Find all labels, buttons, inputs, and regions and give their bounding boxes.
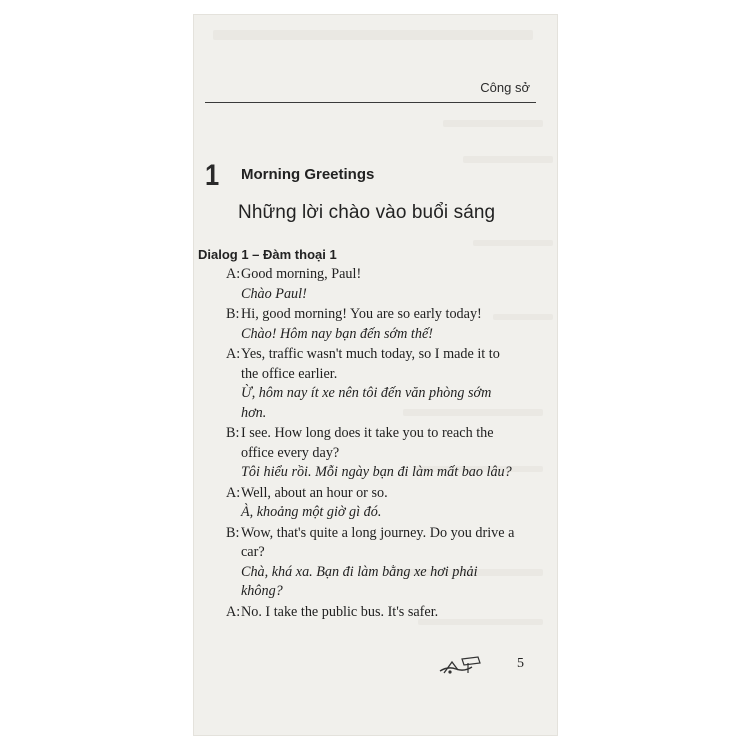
page-number: 5	[517, 656, 524, 671]
vietnamese-line: Chào! Hôm nay bạn đến sớm thế!	[241, 325, 433, 342]
lesson-title: Morning Greetings	[241, 166, 375, 183]
vietnamese-line: À, khoảng một giờ gì đó.	[241, 504, 382, 520]
speaker-label: B:	[226, 306, 240, 322]
bleed-through-text	[463, 156, 553, 163]
dialog-turn	[193, 305, 558, 344]
speaker-label: A:	[226, 266, 241, 282]
vietnamese-line: Chào Paul!	[241, 285, 307, 302]
vietnamese-line: Tôi hiểu rồi. Mỗi ngày bạn đi làm mất bao lâu?	[241, 464, 512, 480]
vietnamese-line: Ừ, hôm nay ít xe nên tôi đến văn phòng sớm hơn.	[241, 385, 492, 421]
dialog-turn	[193, 345, 558, 423]
speaker-label: A:	[226, 346, 241, 362]
dialog-turn	[193, 265, 558, 304]
english-line: I see. How long does it take you to reach the office every day?	[241, 425, 494, 461]
dialog-heading: Dialog 1 – Đàm thoại 1	[198, 247, 337, 262]
running-header: Công sở	[480, 80, 530, 95]
english-line: No. I take the public bus. It's safer.	[241, 603, 439, 620]
english-line: Yes, traffic wasn't much today, so I made it to the office earlier.	[241, 346, 500, 382]
dialog-turn	[193, 484, 558, 523]
bleed-through-text	[213, 30, 533, 40]
english-line: Wow, that's quite a long journey. Do you drive a car?	[241, 524, 515, 560]
speaker-label: B:	[226, 524, 240, 541]
lesson-number: 1	[205, 159, 220, 192]
signpost-ornament-icon	[438, 654, 484, 676]
vietnamese-line: Chà, khá xa. Bạn đi làm bằng xe hơi phải không?	[241, 563, 478, 599]
dialog-turn	[193, 603, 558, 623]
lesson-subtitle: Những lời chào vào buổi sáng	[238, 202, 496, 223]
english-line: Good morning, Paul!	[241, 266, 362, 282]
dialog-turn	[193, 424, 558, 483]
speaker-label: A:	[226, 484, 241, 501]
speaker-label: B:	[226, 425, 240, 441]
dialog-turn	[193, 524, 558, 602]
bleed-through-text	[473, 240, 553, 246]
book-page	[193, 14, 558, 736]
header-rule	[205, 102, 536, 103]
english-line: Well, about an hour or so.	[241, 484, 388, 501]
bleed-through-text	[443, 120, 543, 127]
dialog-body	[193, 265, 558, 623]
speaker-label: A:	[226, 603, 241, 620]
english-line: Hi, good morning! You are so early today!	[241, 306, 482, 322]
